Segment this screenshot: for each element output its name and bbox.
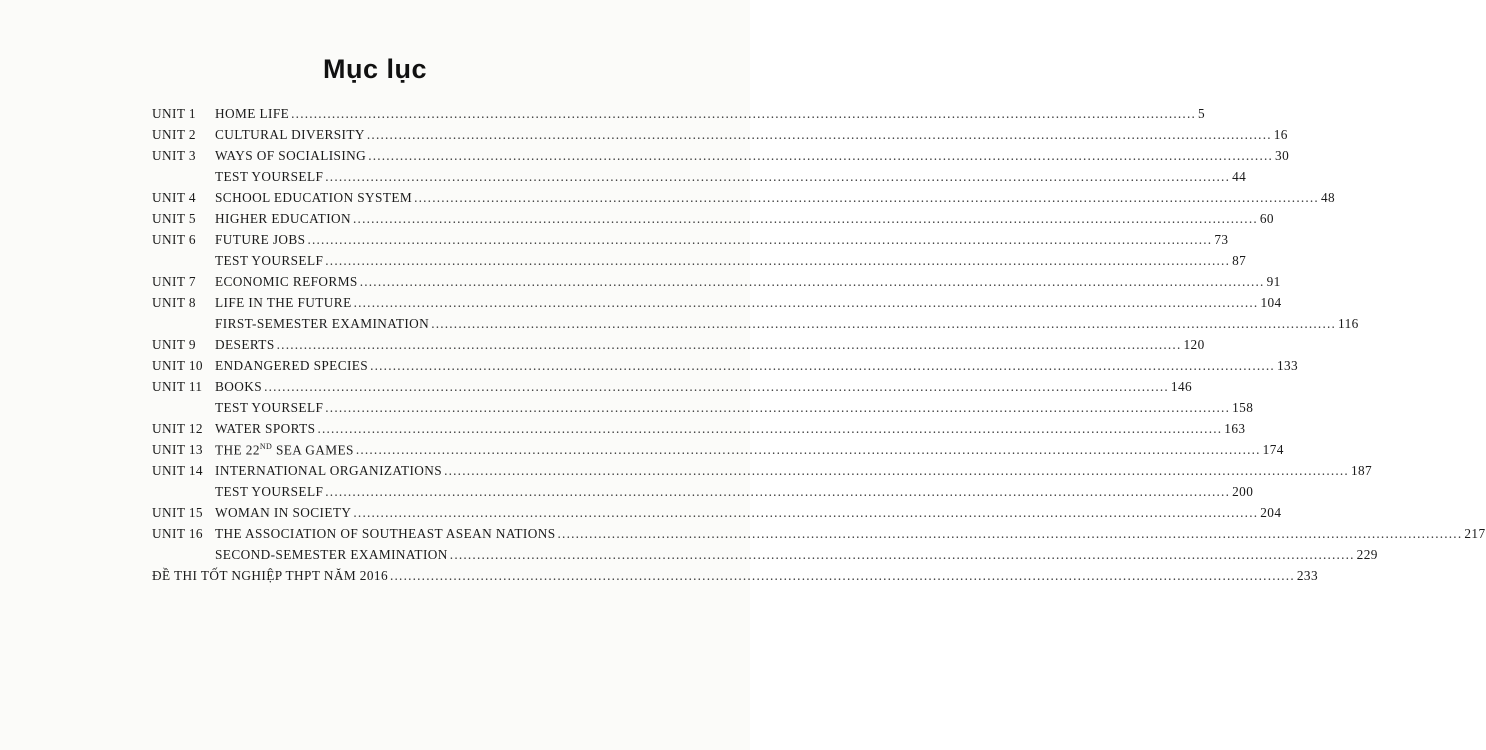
toc-page-number: 120 [1183, 337, 1205, 352]
toc-unit-label: UNIT 3 [152, 148, 196, 163]
toc-unit-label: UNIT 8 [152, 295, 196, 310]
toc-entry-title-text: SECOND-SEMESTER EXAMINATION [215, 547, 448, 562]
toc-entry-title-text: WOMAN IN SOCIETY [215, 505, 352, 520]
dot-leader: ........................................................................................................................................................................................................ [307, 232, 1213, 247]
toc-entry-title [215, 379, 262, 395]
toc-row [152, 484, 1254, 505]
toc-entry-title-text: TEST YOURSELF [215, 253, 324, 268]
toc-unit-label: UNIT 12 [152, 421, 203, 436]
toc-entry [215, 421, 1246, 437]
toc-page-number: 229 [1356, 547, 1378, 562]
dot-leader: ........................................................................................................................................................................................................ [444, 463, 1349, 478]
toc-entry-title [215, 274, 358, 290]
dot-leader: ........................................................................................................................................................................................................ [359, 274, 1265, 289]
toc-row [152, 379, 1193, 400]
toc-entry-title-text: INTERNATIONAL ORGANIZATIONS [215, 463, 443, 478]
toc-entry-title [215, 106, 289, 122]
dot-leader: ........................................................................................................................................................................................................ [431, 316, 1337, 331]
toc-entry-title-text: WATER SPORTS [215, 421, 316, 436]
toc-row [152, 442, 1284, 463]
toc-entry-title [152, 568, 388, 584]
toc-page-number: 217 [1464, 526, 1486, 541]
toc-entry [215, 253, 1247, 269]
toc-entry-title [215, 148, 366, 164]
toc-row [152, 505, 1282, 526]
toc-entry-title-text: BOOKS [215, 379, 263, 394]
toc-entry [215, 232, 1229, 248]
toc-entry-title-text: THE ASSOCIATION OF SOUTHEAST ASEAN NATIONS [215, 526, 556, 541]
dot-leader: ........................................................................................................................................................................................................ [325, 169, 1231, 184]
toc-unit-label: UNIT 4 [152, 190, 196, 205]
dot-leader: ........................................................................................................................................................................................................ [325, 400, 1231, 415]
toc-entry-title [215, 253, 323, 269]
toc-row [152, 232, 1229, 253]
toc-entry-title [215, 484, 323, 500]
toc-entry [215, 379, 1193, 395]
dot-leader: ........................................................................................................................................................................................................ [366, 127, 1272, 142]
toc-page-number: 158 [1232, 400, 1254, 415]
toc-entry-title-text: WAYS OF SOCIALISING [215, 148, 367, 163]
dot-leader: ........................................................................................................................................................................................................ [368, 148, 1274, 163]
toc-entry-title-text: CULTURAL DIVERSITY [215, 127, 365, 142]
toc-entry-title-text: THE 22 [215, 442, 260, 458]
toc-row [152, 547, 1378, 568]
toc-unit-label: UNIT 5 [152, 211, 196, 226]
toc-entry-title [215, 442, 354, 458]
toc-row [152, 148, 1290, 169]
dot-leader: ........................................................................................................................................................................................................ [557, 526, 1463, 541]
toc-entry-title [215, 547, 448, 563]
toc-entry-title [215, 526, 556, 542]
page-title: Mục lục [322, 54, 427, 84]
toc-row [152, 253, 1247, 274]
toc-entry-title-text: ENDANGERED SPECIES [215, 358, 369, 373]
dot-leader: ........................................................................................................................................................................................................ [370, 358, 1275, 373]
dot-leader: ........................................................................................................................................................................................................ [325, 484, 1231, 499]
toc-page-number: 73 [1214, 232, 1229, 247]
toc-page-number: 187 [1350, 463, 1373, 478]
toc-entry-title-superscript: ND [259, 442, 273, 451]
toc-entry-title-text: ECONOMIC REFORMS [215, 274, 358, 289]
toc-entry-title-text: LIFE IN THE FUTURE [215, 295, 352, 310]
toc-entry-title-text: FIRST-SEMESTER EXAMINATION [215, 316, 430, 331]
toc-row [152, 274, 1281, 295]
toc-row [152, 106, 1206, 127]
toc-entry-title [215, 421, 315, 437]
toc-entry [215, 400, 1254, 416]
toc-row [152, 169, 1247, 190]
toc-entry [215, 211, 1274, 227]
toc-page-number: 133 [1276, 358, 1299, 373]
toc-page-number: 174 [1262, 442, 1284, 458]
toc-entry [215, 274, 1281, 290]
toc-page-number: 104 [1260, 295, 1282, 310]
dot-leader: ........................................................................................................................................................................................................ [353, 295, 1259, 310]
toc-unit-label: UNIT 13 [152, 442, 203, 458]
toc-entry-title [215, 232, 305, 248]
toc-unit-label: UNIT 7 [152, 274, 196, 289]
dot-leader: ........................................................................................................................................................................................................ [355, 442, 1261, 458]
toc-entry-title [215, 463, 442, 479]
table-of-contents [152, 106, 1486, 589]
toc-page-number: 44 [1232, 169, 1247, 184]
toc-row [152, 316, 1359, 337]
toc-unit-label: UNIT 10 [152, 358, 203, 373]
toc-page-number: 16 [1273, 127, 1288, 142]
toc-entry [215, 526, 1486, 542]
toc-page-number: 30 [1275, 148, 1290, 163]
toc-entry-title-suffix: SEA GAMES [272, 442, 354, 458]
toc-row [152, 358, 1299, 379]
toc-entry-title-text: FUTURE JOBS [215, 232, 306, 247]
dot-leader: ........................................................................................................................................................................................................ [414, 190, 1319, 205]
dot-leader: ........................................................................................................................................................................................................ [353, 211, 1258, 226]
toc-row [152, 421, 1246, 442]
toc-row [152, 337, 1205, 358]
toc-page-number: 5 [1198, 106, 1206, 121]
toc-row [152, 190, 1336, 211]
toc-entry [215, 106, 1206, 122]
dot-leader: ........................................................................................................................................................................................................ [390, 568, 1295, 583]
toc-page-number: 200 [1232, 484, 1254, 499]
dot-leader: ........................................................................................................................................................................................................ [317, 421, 1223, 436]
toc-entry [215, 295, 1282, 311]
toc-row [152, 463, 1373, 484]
dot-leader: ........................................................................................................................................................................................................ [276, 337, 1182, 352]
toc-entry-title [215, 505, 351, 521]
toc-entry-title-text: SCHOOL EDUCATION SYSTEM [215, 190, 413, 205]
toc-unit-label: UNIT 1 [152, 106, 196, 121]
dot-leader: ........................................................................................................................................................................................................ [291, 106, 1196, 121]
toc-unit-label: UNIT 15 [152, 505, 203, 520]
toc-entry-title-text: DESERTS [215, 337, 275, 352]
toc-entry-title-text: TEST YOURSELF [215, 484, 324, 499]
toc-row [152, 568, 1318, 589]
toc-entry-title [215, 358, 368, 374]
toc-entry-title [215, 337, 275, 353]
toc-row [152, 295, 1282, 316]
toc-entry [215, 337, 1205, 353]
toc-entry [215, 169, 1247, 185]
toc-entry [215, 547, 1378, 563]
toc-entry-title [215, 316, 429, 332]
toc-page-number: 146 [1170, 379, 1193, 394]
toc-row [152, 400, 1254, 421]
toc-page-number: 87 [1232, 253, 1247, 268]
toc-entry [215, 316, 1359, 332]
toc-entry [215, 442, 1284, 458]
toc-entry [215, 484, 1254, 500]
toc-entry-title-text: ĐỀ THI TỐT NGHIỆP THPT NĂM 2016 [152, 568, 388, 583]
toc-entry [152, 568, 1318, 584]
toc-unit-label: UNIT 6 [152, 232, 196, 247]
toc-entry-title-text: HOME LIFE [215, 106, 290, 121]
toc-page-number: 204 [1260, 505, 1282, 520]
toc-entry [215, 463, 1373, 479]
dot-leader: ........................................................................................................................................................................................................ [264, 379, 1169, 394]
toc-entry-title [215, 127, 365, 143]
dot-leader: ........................................................................................................................................................................................................ [449, 547, 1355, 562]
toc-unit-label: UNIT 2 [152, 127, 196, 142]
toc-entry [215, 190, 1336, 206]
toc-entry [215, 127, 1288, 143]
toc-entry-title-text: TEST YOURSELF [215, 400, 324, 415]
toc-unit-label: UNIT 11 [152, 379, 203, 394]
toc-entry-title [215, 211, 351, 227]
toc-unit-label: UNIT 16 [152, 526, 203, 541]
toc-entry-title [215, 295, 352, 311]
toc-unit-label: UNIT 14 [152, 463, 203, 478]
toc-page-number: 233 [1296, 568, 1318, 583]
toc-page-number: 60 [1259, 211, 1274, 226]
toc-page-number: 163 [1224, 421, 1246, 436]
dot-leader: ........................................................................................................................................................................................................ [353, 505, 1259, 520]
dot-leader: ........................................................................................................................................................................................................ [325, 253, 1231, 268]
toc-page-number: 48 [1320, 190, 1336, 205]
toc-entry [215, 148, 1290, 164]
toc-row [152, 127, 1288, 148]
toc-row [152, 211, 1274, 232]
toc-unit-label: UNIT 9 [152, 337, 196, 352]
toc-entry [215, 505, 1282, 521]
toc-page-number: 116 [1338, 316, 1359, 331]
toc-entry-title [215, 190, 412, 206]
toc-entry-title-text: HIGHER EDUCATION [215, 211, 352, 226]
toc-entry-title [215, 169, 323, 185]
toc-entry-title-text: TEST YOURSELF [215, 169, 324, 184]
toc-row [152, 526, 1486, 547]
toc-page-number: 91 [1266, 274, 1281, 289]
toc-entry [215, 358, 1299, 374]
toc-entry-title [215, 400, 323, 416]
